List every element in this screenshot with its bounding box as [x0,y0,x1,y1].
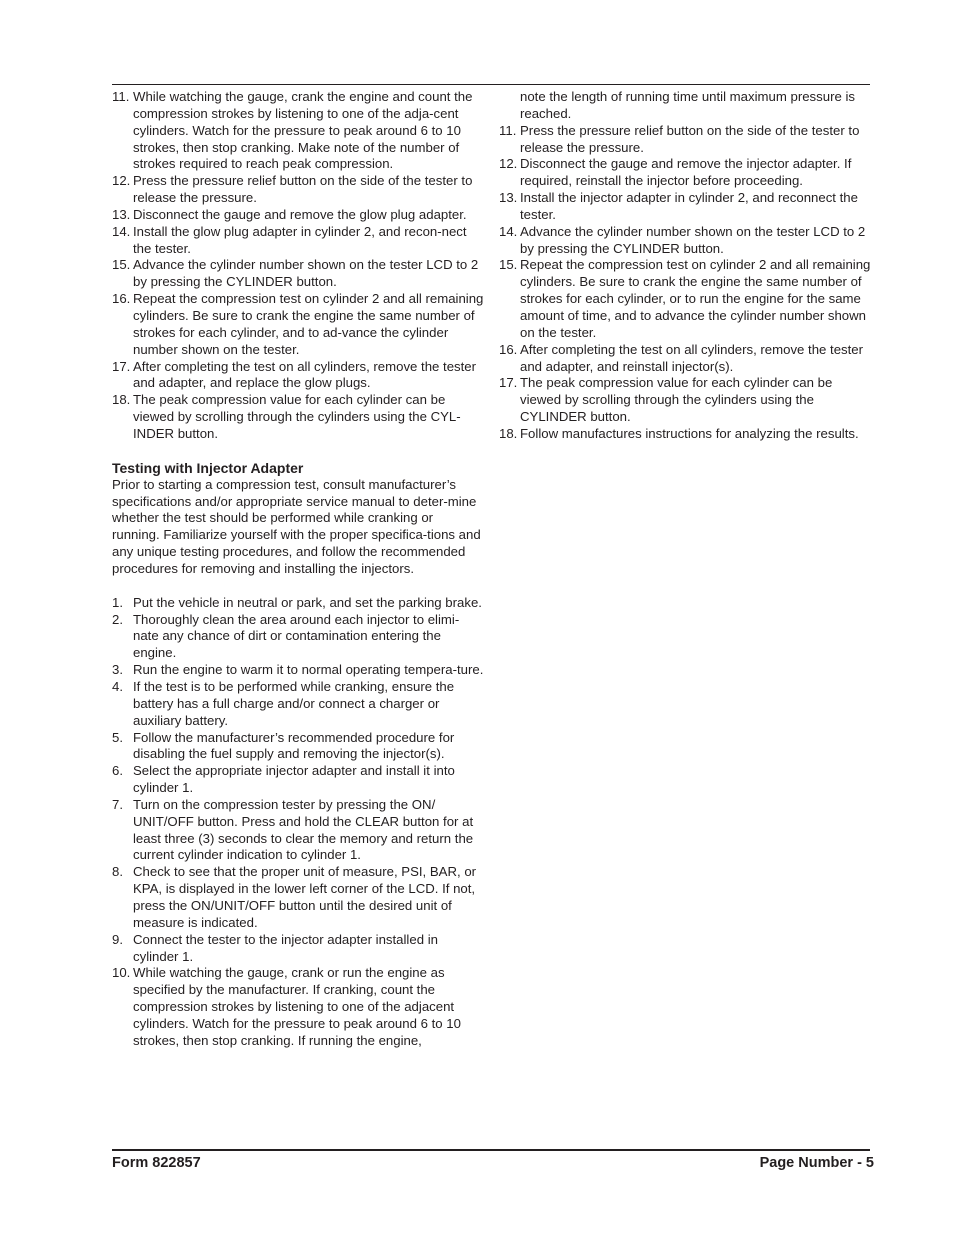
list-item [499,123,871,157]
step-text: Put the vehicle in neutral or park, and set the parking brake. [133,594,482,610]
step-text: Press the pressure relief button on the side of the tester to release the pressure. [133,173,473,206]
form-number: Form 822857 [112,1155,201,1171]
list-item [112,730,484,764]
step-number: 5. [112,729,123,745]
list-item [499,426,871,443]
list-item [112,932,484,966]
list-item [112,359,484,393]
step-text: Disconnect the gauge and remove the injector adapter. If required, reinstall the injector before proceeding. [520,156,852,189]
step-number: 9. [112,931,123,947]
step-number: 15. [112,257,131,273]
list-item [499,156,871,190]
list-item [499,342,871,376]
right-column [499,89,871,443]
step-text: Thoroughly clean the area around each injector to elimi-nate any chance of dirt or contamination entering the engine. [133,611,460,661]
list-item [499,224,871,258]
list-item [112,864,484,931]
step-number: 17. [499,375,518,391]
step-text: While watching the gauge, crank or run the engine as specified by the manufacturer. If cranking, count the compression strokes by listening to one of the adjacent cylinders. Watch for the pressure to peak around 6 to 10 strokes, then stop cranking. If running the engine, [133,965,461,1048]
steps-list-injector-continued [499,123,871,443]
step-number: 2. [112,611,123,627]
section-heading: Testing with Injector Adapter [112,459,304,476]
step-number: 17. [112,358,131,374]
step-text: Advance the cylinder number shown on the tester LCD to 2 by pressing the CYLINDER button. [133,257,479,290]
list-item [112,612,484,663]
step-text: Select the appropriate injector adapter and install it into cylinder 1. [133,763,455,796]
footer-rule [112,1149,870,1151]
list-item [112,207,484,224]
step-text: While watching the gauge, crank the engine and count the compression strokes by listening to one of the adja-cent cylinders. Watch for the pressure to peak around 6 to 10 strokes, then stop cranking. Make note of the number of strokes required to reach peak compression. [133,89,473,172]
step-text: Turn on the compression tester by pressing the ON/ UNIT/OFF button. Press and hold the CLEAR button for at least three (3) seconds to clear the memory and return the current cylinder indication to cylinder 1. [133,796,474,863]
list-item [112,173,484,207]
list-item [112,392,484,443]
step-number: 12. [499,156,518,172]
step-number: 13. [112,206,131,222]
continued-step-text: note the length of running time until maximum pressure is reached. [520,89,855,121]
list-item [112,965,484,1049]
step-number: 14. [499,223,518,239]
step-text: Repeat the compression test on cylinder 2 and all remaining cylinders. Be sure to crank the engine the same number of strokes for each cylinder, and to ad-vance the cylinder number shown on the tester. [133,291,484,357]
step-number: 16. [499,341,518,357]
step-number: 15. [499,257,518,273]
list-item [112,291,484,358]
page-number: Page Number - 5 [759,1155,874,1171]
list-item [112,679,484,730]
list-item [112,89,484,173]
step-number: 11. [112,89,130,104]
step-text: Check to see that the proper unit of measure, PSI, BAR, or KPA, is displayed in the lower left corner of the LCD. If not, press the ON/UNIT/OFF button until the desired unit of measure is indicated. [133,864,477,930]
left-column [112,89,484,1050]
step-number: 10. [112,965,131,981]
step-number: 7. [112,796,123,812]
step-number: 12. [112,173,131,189]
list-item [112,595,484,612]
step-number: 4. [112,679,123,694]
step-number: 18. [499,425,518,441]
step-number: 16. [112,291,131,307]
step-text: Install the injector adapter in cylinder 2, and reconnect the tester. [520,190,858,222]
step-number: 14. [112,223,131,239]
steps-list-glow-plug [112,89,484,443]
step-number: 18. [112,392,131,408]
step-text: The peak compression value for each cylinder can be viewed by scrolling through the cylinders using the CYLINDER button. [520,375,833,425]
list-item [112,257,484,291]
step-number: 8. [112,864,123,880]
list-item [499,375,871,426]
step-text: Repeat the compression test on cylinder 2 and all remaining cylinders. Be sure to crank the engine the same number of strokes for each cylinder, or to run the engine for the same amount of time, and to advance the cylinder number shown on the tester. [520,257,871,340]
list-item [499,257,871,341]
step-text: If the test is to be performed while cranking, ensure the battery has a full charge and/or connect a charger or auxiliary battery. [133,679,455,728]
step-number: 1. [112,594,123,610]
step-number: 11. [499,122,517,138]
step-text: Run the engine to warm it to normal operating tempera-ture. [133,662,484,678]
step-number: 3. [112,662,123,678]
section-intro: Prior to starting a compression test, consult manufacturer’s specifications and/or appropriate service manual to deter-mine whether the test should be performed while cranking or running. Familiarize yourself with the proper specifica-tions and any unique testing procedures, and follow the recommended procedures for removing and installing the injectors. [112,476,481,576]
step-text: Install the glow plug adapter in cylinder 2, and recon-nect the tester. [133,223,467,256]
header-rule [112,84,870,85]
list-item [112,797,484,864]
list-item [112,763,484,797]
list-item [112,662,484,679]
step-text: Advance the cylinder number shown on the tester LCD to 2 by pressing the CYLINDER button. [520,223,866,256]
step-text: Connect the tester to the injector adapter installed in cylinder 1. [133,931,438,964]
step-text: Follow the manufacturer’s recommended procedure for disabling the fuel supply and removing the injector(s). [133,729,455,762]
step-text: After completing the test on all cylinders, remove the tester and adapter, and reinstall injector(s). [520,341,864,374]
list-item [112,224,484,258]
step-text: After completing the test on all cylinders, remove the tester and adapter, and replace the glow plugs. [133,358,477,391]
list-item [499,190,871,224]
step-text: Disconnect the gauge and remove the glow plug adapter. [133,206,467,222]
steps-list-injector [112,595,484,1050]
step-number: 13. [499,190,518,206]
step-text: Follow manufactures instructions for analyzing the results. [520,425,859,441]
step-text: Press the pressure relief button on the side of the tester to release the pressure. [520,122,860,155]
step-text: The peak compression value for each cylinder can be viewed by scrolling through the cylinders using the CYL-INDER button. [133,392,461,441]
step-number: 6. [112,763,123,779]
